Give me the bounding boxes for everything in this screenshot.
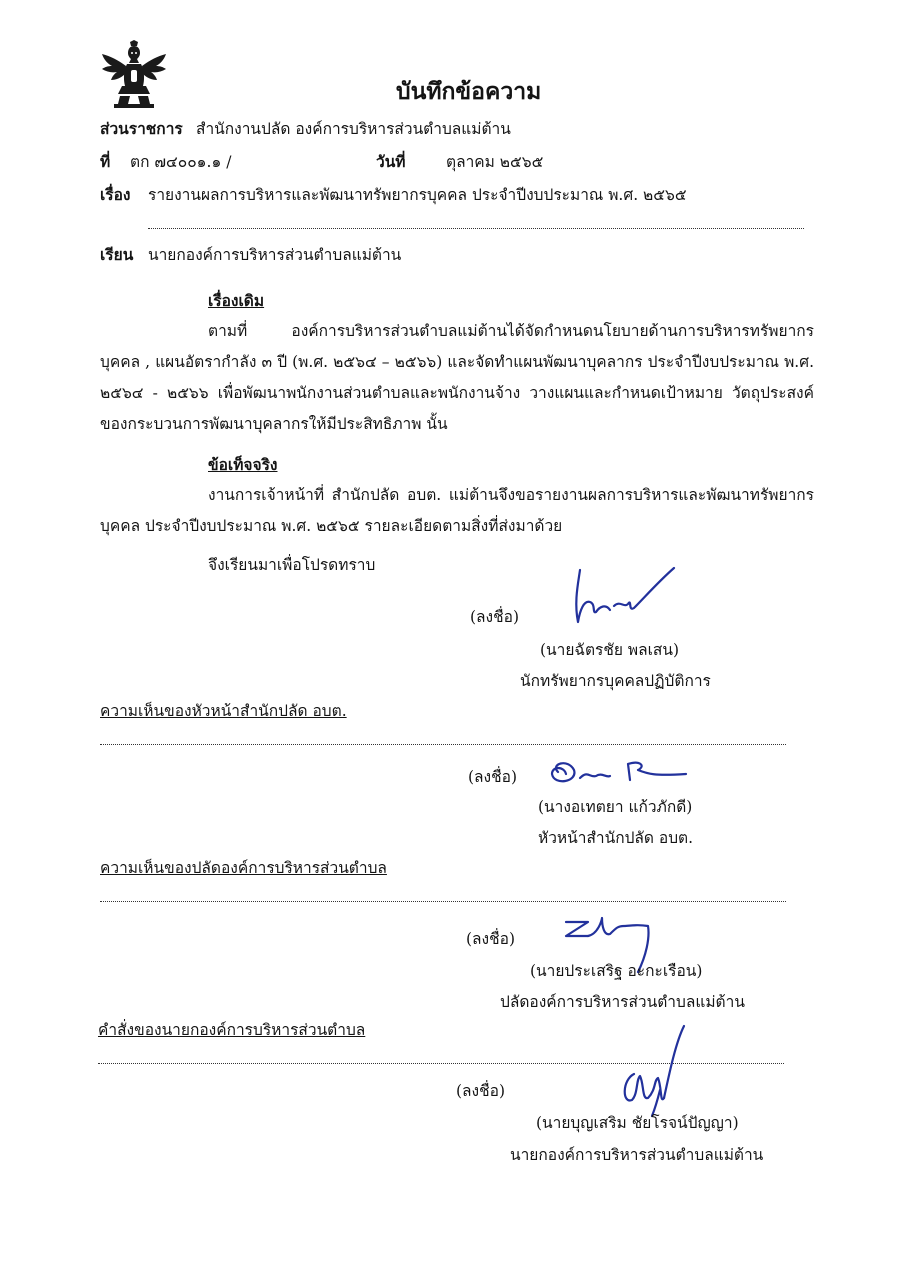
subject-label: เรื่อง: [100, 185, 131, 204]
facts-heading: ข้อเท็จจริง: [208, 455, 278, 474]
opinion-head-office: ความเห็นของหัวหน้าสำนักปลัด อบต.: [100, 702, 347, 720]
background-heading: เรื่องเดิม: [208, 291, 265, 310]
signer-name-4: (นายบุญเสริม ชัยโรจน์ปัญญา): [536, 1114, 739, 1132]
subject-value: รายงานผลการบริหารและพัฒนาทรัพยากรบุคคล ประจำปีงบประมาณ พ.ศ. ๒๕๖๕: [148, 186, 687, 204]
background-paragraph: [100, 316, 814, 440]
signer-position-4: นายกองค์การบริหารส่วนตำบลแม่ต้าน: [510, 1146, 764, 1164]
sign-label-1: (ลงชื่อ): [470, 608, 519, 626]
division-label: ส่วนราชการ: [100, 119, 183, 138]
subject-divider: [148, 228, 804, 229]
date-label: วันที่: [376, 152, 406, 171]
division-value: สำนักงานปลัด องค์การบริหารส่วนตำบลแม่ต้าน: [196, 120, 511, 138]
opinion-head-office-line: [100, 744, 786, 745]
signer-position-1: นักทรัพยากรบุคคลปฏิบัติการ: [520, 672, 711, 690]
opinion-deputy-line: [100, 901, 786, 902]
facts-paragraph: [100, 480, 814, 542]
signer-position-2: หัวหน้าสำนักปลัด อบต.: [538, 829, 694, 847]
signature-2: [544, 754, 694, 794]
sign-label-3: (ลงชื่อ): [466, 930, 515, 948]
background-text: ตามที่ องค์การบริหารส่วนตำบลแม่ต้านได้จัดกำหนดนโยบายด้านการบริหารทรัพยากรบุคคล , แผนอัตรากำลัง ๓ ปี (พ.ศ. ๒๕๖๔ – ๒๕๖๖) และจัดทำแผนพัฒนาบุคลากร ประจำปีงบประมาณ พ.ศ. ๒๕๖๔ - ๒๕๖๖ เพื่อพัฒนาพนักงานส่วนตำบลและพนักงานจ้าง วางแผนและกำหนดเป้าหมาย วัตถุประสงค์ของกระบวนการพัฒนาบุคลากรให้มีประสิทธิภาพ นั้น: [100, 322, 814, 433]
signer-name-2: (นางอเทตยา แก้วภักดี): [538, 798, 693, 816]
signer-position-3: ปลัดองค์การบริหารส่วนตำบลแม่ต้าน: [500, 993, 745, 1011]
closing-text: จึงเรียนมาเพื่อโปรดทราบ: [208, 556, 376, 574]
sign-label-2: (ลงชื่อ): [468, 768, 517, 786]
signature-4: [612, 1020, 692, 1120]
facts-text: งานการเจ้าหน้าที่ สำนักปลัด อบต. แม่ต้านจึงขอรายงานผลการบริหารและพัฒนาทรัพยากรบุคคล ประจำปีงบประมาณ พ.ศ. ๒๕๖๕ รายละเอียดตามสิ่งที่ส่งมาด้วย: [100, 486, 814, 535]
garuda-emblem-icon: [100, 40, 168, 112]
opinion-deputy: ความเห็นของปลัดองค์การบริหารส่วนตำบล: [100, 859, 387, 877]
signer-name-3: (นายประเสริฐ อะกะเรือน): [530, 962, 703, 980]
ref-value: ตก ๗๔๐๐๑.๑ /: [130, 153, 232, 171]
order-heading: คำสั่งของนายกองค์การบริหารส่วนตำบล: [98, 1021, 366, 1039]
to-value: นายกองค์การบริหารส่วนตำบลแม่ต้าน: [148, 246, 402, 264]
page-title: บันทึกข้อความ: [396, 78, 542, 105]
date-value: ตุลาคม ๒๕๖๕: [446, 153, 544, 171]
to-label: เรียน: [100, 245, 134, 264]
signer-name-1: (นายฉัตรชัย พลเสน): [540, 641, 680, 659]
sign-label-4: (ลงชื่อ): [456, 1082, 505, 1100]
ref-label: ที่: [100, 152, 111, 171]
signature-1: [562, 562, 682, 632]
